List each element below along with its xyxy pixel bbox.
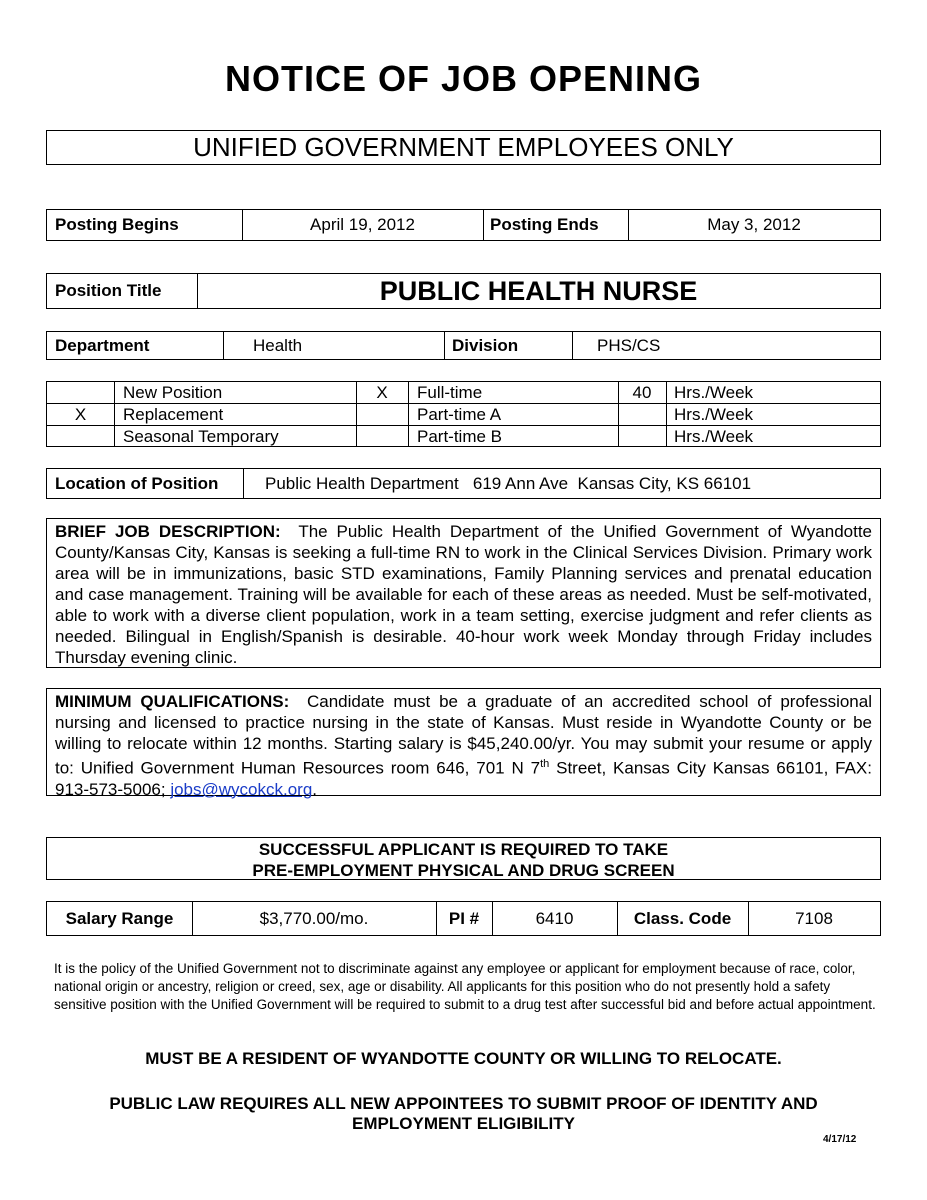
- department-value: Health: [253, 335, 303, 355]
- job-description-text: The Public Health Department of the Unified Government of Wyandotte County/Kansas City, Kansas is seeking a full-time RN to work in the Clinical Services Division. Primary work area will be in immunizations, basic STD examinations, Family Planning services and prenatal education and case management. Training will be available for each of these areas as needed. Must be self-motivated, able to work with a diverse client population, work in a team setting, exercise judgment and refer clients as needed. Bilingual in English/Spanish is desirable. 40-hour work week Monday through Friday includes Thursday evening clinic.: [55, 522, 873, 667]
- salary-value: $3,770.00/mo.: [259, 908, 369, 928]
- eligibility-banner: [46, 130, 881, 165]
- table-row: [47, 426, 880, 448]
- schedule-label: Part-time A: [417, 405, 502, 424]
- posting-ends-label: Posting Ends: [490, 215, 599, 234]
- hours-value: 40: [632, 383, 652, 402]
- hours-value: [618, 426, 666, 448]
- location-label: Location of Position: [55, 473, 219, 493]
- period: .: [312, 779, 318, 799]
- position-type-mark: X: [74, 405, 87, 424]
- schedule-mark: X: [376, 383, 388, 402]
- pi-label: PI #: [448, 908, 480, 928]
- salary-label: Salary Range: [65, 908, 174, 928]
- eligibility-text: UNIFIED GOVERNMENT EMPLOYEES ONLY: [193, 132, 734, 162]
- email-link[interactable]: jobs@wycokck.org: [170, 779, 313, 799]
- page-title: NOTICE OF JOB OPENING: [224, 58, 703, 99]
- posting-dates-row: [46, 209, 881, 241]
- table-row: [47, 404, 880, 426]
- superscript: th: [540, 758, 550, 770]
- revision-date: 4/17/12: [823, 1134, 857, 1145]
- job-description-label: BRIEF JOB DESCRIPTION:: [55, 522, 281, 541]
- requirement-line-1: SUCCESSFUL APPLICANT IS REQUIRED TO TAKE: [258, 840, 669, 859]
- job-description-box: [46, 518, 881, 668]
- hours-unit: Hrs./Week: [674, 383, 754, 402]
- location-value: Public Health Department 619 Ann Ave Kansas City, KS 66101: [265, 473, 752, 493]
- public-law-line-1: PUBLIC LAW REQUIRES ALL NEW APPOINTEES TO SUBMIT PROOF OF IDENTITY AND: [109, 1094, 818, 1113]
- hours-unit: Hrs./Week: [674, 405, 754, 424]
- position-type-label: New Position: [123, 383, 223, 402]
- qualifications-label: MINIMUM QUALIFICATIONS:: [55, 692, 290, 711]
- residency-notice: MUST BE A RESIDENT OF WYANDOTTE COUNTY OR WILLING TO RELOCATE.: [145, 1049, 782, 1068]
- policy-statement: It is the policy of the Unified Government not to discriminate against any employee or applicant for employment because of race, color, national origin or ancestry, religion or creed, sex, age or disability. All applicants for this position who do not presently hold a safety sensitive position with the Unified Government will be required to submit to a drug test after successful bid and before actual appointment.: [54, 961, 876, 1012]
- position-title-label: Position Title: [55, 281, 162, 300]
- position-type-mark: [47, 382, 114, 404]
- location-row: [46, 468, 881, 499]
- position-title-row: [46, 273, 881, 309]
- class-code-value: 7108: [795, 908, 833, 928]
- pi-value: 6410: [535, 908, 574, 928]
- position-title-value: PUBLIC HEALTH NURSE: [379, 275, 698, 306]
- public-law-line-2: EMPLOYMENT ELIGIBILITY: [352, 1114, 575, 1133]
- requirement-box: [46, 837, 881, 880]
- class-code-label: Class. Code: [633, 908, 732, 928]
- hours-unit: Hrs./Week: [674, 427, 754, 446]
- posting-begins-label: Posting Begins: [55, 215, 179, 234]
- position-type-table: [46, 381, 881, 447]
- schedule-mark: [356, 426, 408, 448]
- public-law-notice: [0, 1094, 927, 1134]
- division-value: PHS/CS: [597, 335, 661, 355]
- qualifications-text-cont: Street, Kansas City Kansas 66101, FAX: 913-573-5006;: [55, 758, 872, 799]
- position-type-label: Seasonal Temporary: [123, 427, 279, 446]
- salary-row: [46, 901, 881, 936]
- department-label: Department: [55, 335, 150, 355]
- schedule-mark: [356, 404, 408, 426]
- position-type-label: Replacement: [123, 405, 224, 424]
- division-label: Division: [452, 335, 519, 355]
- schedule-label: Full-time: [417, 383, 483, 402]
- posting-begins-value: April 19, 2012: [310, 215, 415, 234]
- qualifications-box: [46, 688, 881, 799]
- qualifications-text: Candidate must be a graduate of an accredited school of professional nursing and licensed to practice nursing in the state of Kansas. Must reside in Wyandotte County or be willing to relocate within 12 months. Starting salary is $45,240.00/yr. You may submit your resume or apply to: Unified Government Human Resources room 646, 701 N 7: [55, 692, 872, 778]
- department-row: [46, 331, 881, 360]
- posting-ends-value: May 3, 2012: [707, 215, 801, 234]
- requirement-line-2: PRE-EMPLOYMENT PHYSICAL AND DRUG SCREEN: [252, 861, 675, 880]
- table-row: [47, 382, 880, 404]
- schedule-label: Part-time B: [417, 427, 503, 446]
- position-type-mark: [47, 426, 114, 448]
- hours-value: [618, 404, 666, 426]
